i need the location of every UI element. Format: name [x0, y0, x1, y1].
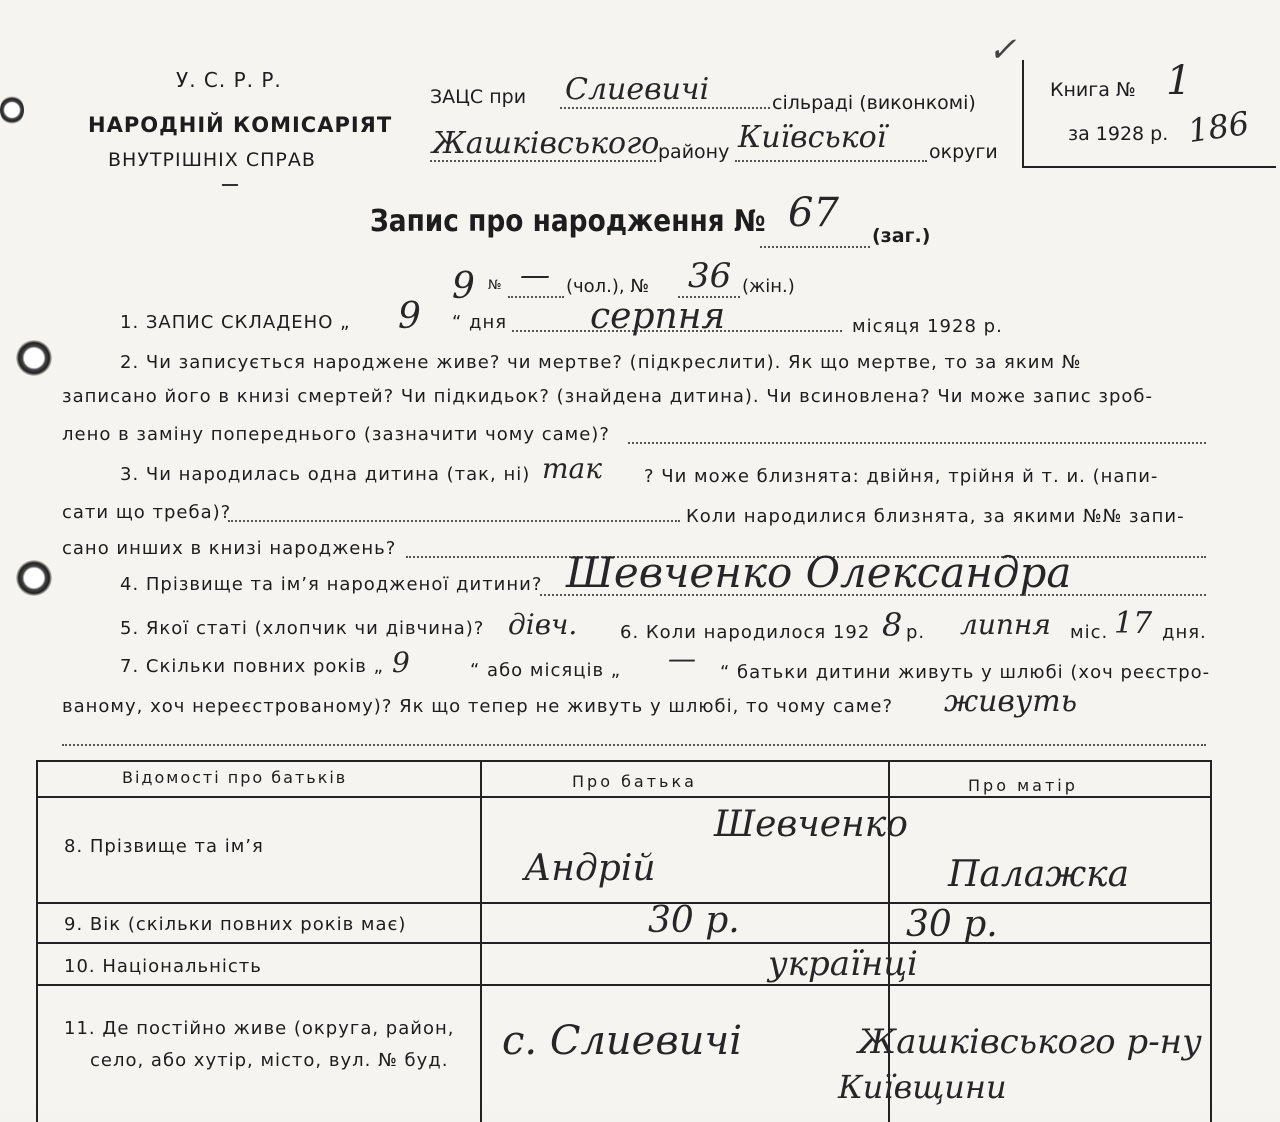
- q3-line2b: Коли народилися близнята, за якими №№ запи-: [686, 506, 1185, 527]
- book-number-handwritten: 1: [1166, 58, 1192, 104]
- district-label: району: [658, 141, 730, 163]
- q4-answer-handwritten: Шевченко Олександра: [566, 548, 1072, 597]
- q7-rest: “ батьки дитини живуть у шлюбі (хоч реєстро-: [720, 662, 1211, 683]
- record-title: Запис про народження №: [370, 204, 766, 239]
- q1-suffix: місяця 1928 р.: [852, 316, 1003, 337]
- q6-day-label: дня.: [1162, 622, 1207, 643]
- dotted-line: [628, 442, 1206, 444]
- dotted-line: [228, 520, 680, 522]
- q6-label: 6. Коли народилося 192: [620, 622, 871, 643]
- table-header-father: Про батька: [572, 772, 697, 791]
- q6-day-handwritten: 17: [1114, 606, 1153, 641]
- village-handwritten: Слиевичі: [565, 72, 710, 107]
- female-number-handwritten: 36: [688, 256, 732, 296]
- record-number-handwritten: 67: [788, 190, 839, 236]
- row-address-shared-handwritten: Київщини: [838, 1068, 1007, 1106]
- record-suffix: (заг.): [872, 225, 931, 247]
- dotted-line: [512, 330, 842, 332]
- row-nationality-handwritten: українці: [768, 944, 918, 984]
- q6-mis: міс.: [1070, 622, 1109, 643]
- row-address-label-1: 11. Де постійно живе (округа, район,: [64, 1018, 455, 1039]
- council-label: сільраді (виконкомі): [772, 92, 976, 114]
- check-mark: ✓: [988, 30, 1017, 70]
- book-year: за 1928 р.: [1068, 123, 1169, 145]
- punch-hole: [16, 340, 52, 376]
- header-country: У. С. Р. Р.: [176, 68, 282, 92]
- q2-line2: записано його в книзі смертей? Чи підкидьок? (знайдена дитина). Чи всиновлена? Чи може запис зроб-: [62, 386, 1154, 407]
- table-header-info: Відомості про батьків: [122, 768, 348, 787]
- row-age-mother-handwritten: 30 р.: [906, 904, 998, 945]
- q3-line2a: сати що треба)?: [62, 502, 232, 523]
- book-margin-number-handwritten: 186: [1185, 103, 1252, 151]
- row-address-father-handwritten: с. Слиевичі: [502, 1018, 743, 1064]
- dotted-line: [560, 107, 770, 109]
- q5-label: 5. Якої статі (хлопчик чи дівчина)?: [120, 618, 485, 639]
- dotted-line: [735, 160, 927, 162]
- q6-month-handwritten: липня: [960, 608, 1051, 641]
- no-label: №: [488, 278, 502, 293]
- q7-label: 7. Скільки повних років „: [120, 656, 384, 677]
- row-age-label: 9. Вік (скільки повних років має): [64, 914, 407, 935]
- district-handwritten: Жашківського: [432, 126, 660, 161]
- punch-hole: [0, 95, 24, 125]
- book-label: Книга №: [1050, 79, 1136, 101]
- q5-answer-handwritten: дівч.: [508, 608, 578, 641]
- male-label: (чол.), №: [566, 276, 650, 297]
- male-number-handwritten: —: [520, 258, 550, 293]
- parents-table: [36, 760, 1212, 1122]
- q1-label: 1. ЗАПИС СКЛАДЕНО „: [120, 312, 351, 333]
- header-ministry: НАРОДНІЙ КОМІСАРІЯТ: [88, 113, 393, 137]
- q3-line3: сано инших в книзі народжень?: [62, 538, 397, 559]
- row-age-father-handwritten: 30 р.: [648, 900, 740, 941]
- row-name-label: 8. Прізвище та ім’я: [64, 836, 264, 857]
- q6-year-handwritten: 8: [882, 606, 903, 644]
- q3-label: 3. Чи народилась одна дитина (так, ні): [120, 464, 531, 485]
- dotted-line: [62, 744, 1206, 746]
- q7-mid: “ або місяців „: [470, 660, 622, 681]
- q7-years-handwritten: 9: [392, 646, 410, 679]
- q1-month-handwritten: серпня: [590, 296, 726, 337]
- q2-line3: лено в заміну попереднього (зазначити чому саме)?: [62, 424, 610, 445]
- q7-line2: ваному, хоч нереєстрованому)? Як що тепер не живуть у шлюбі, то чому саме?: [62, 696, 894, 717]
- row-name-mother-handwritten: Палажка: [948, 854, 1130, 895]
- q3-rest: ? Чи може близнята: двійня, трійня й т. и. (напи-: [644, 466, 1159, 487]
- q2-line1: 2. Чи записується народжене живе? чи мертве? (підкреслити). Як що мертве, то за яким №: [120, 352, 1082, 373]
- row-address-mother-handwritten: Жашківського р-ну: [858, 1022, 1202, 1062]
- dotted-line: [430, 160, 656, 162]
- female-label: (жін.): [742, 276, 795, 297]
- q7-answer-handwritten: живуть: [944, 684, 1078, 719]
- divider-dash: [222, 184, 238, 186]
- header-department: ВНУТРІШНІХ СПРАВ: [108, 149, 316, 171]
- okrug-label: округи: [929, 141, 998, 163]
- q1-day-handwritten: 9: [398, 296, 421, 337]
- q3-answer-handwritten: так: [542, 452, 602, 485]
- row-name-father-handwritten: Андрій: [524, 848, 656, 889]
- q7-months-handwritten: —: [668, 642, 696, 675]
- row-address-label-2: село, або хутір, місто, вул. № буд.: [90, 1050, 449, 1071]
- q6-r: р.: [906, 622, 926, 643]
- row-nationality-label: 10. Національність: [64, 956, 262, 977]
- okrug-handwritten: Київської: [738, 120, 887, 155]
- q1-day-label: “ дня: [452, 312, 508, 333]
- no-handwritten: 9: [452, 266, 475, 307]
- dotted-line: [540, 594, 1206, 596]
- dotted-line: [508, 296, 564, 298]
- row-name-shared-handwritten: Шевченко: [714, 804, 908, 845]
- dotted-line: [760, 246, 870, 248]
- table-header-mother: Про матір: [968, 776, 1078, 795]
- q4-label: 4. Прізвище та ім’я народженої дитини?: [120, 574, 543, 595]
- zags-prefix: ЗАЦС при: [430, 86, 527, 108]
- punch-hole: [16, 560, 52, 596]
